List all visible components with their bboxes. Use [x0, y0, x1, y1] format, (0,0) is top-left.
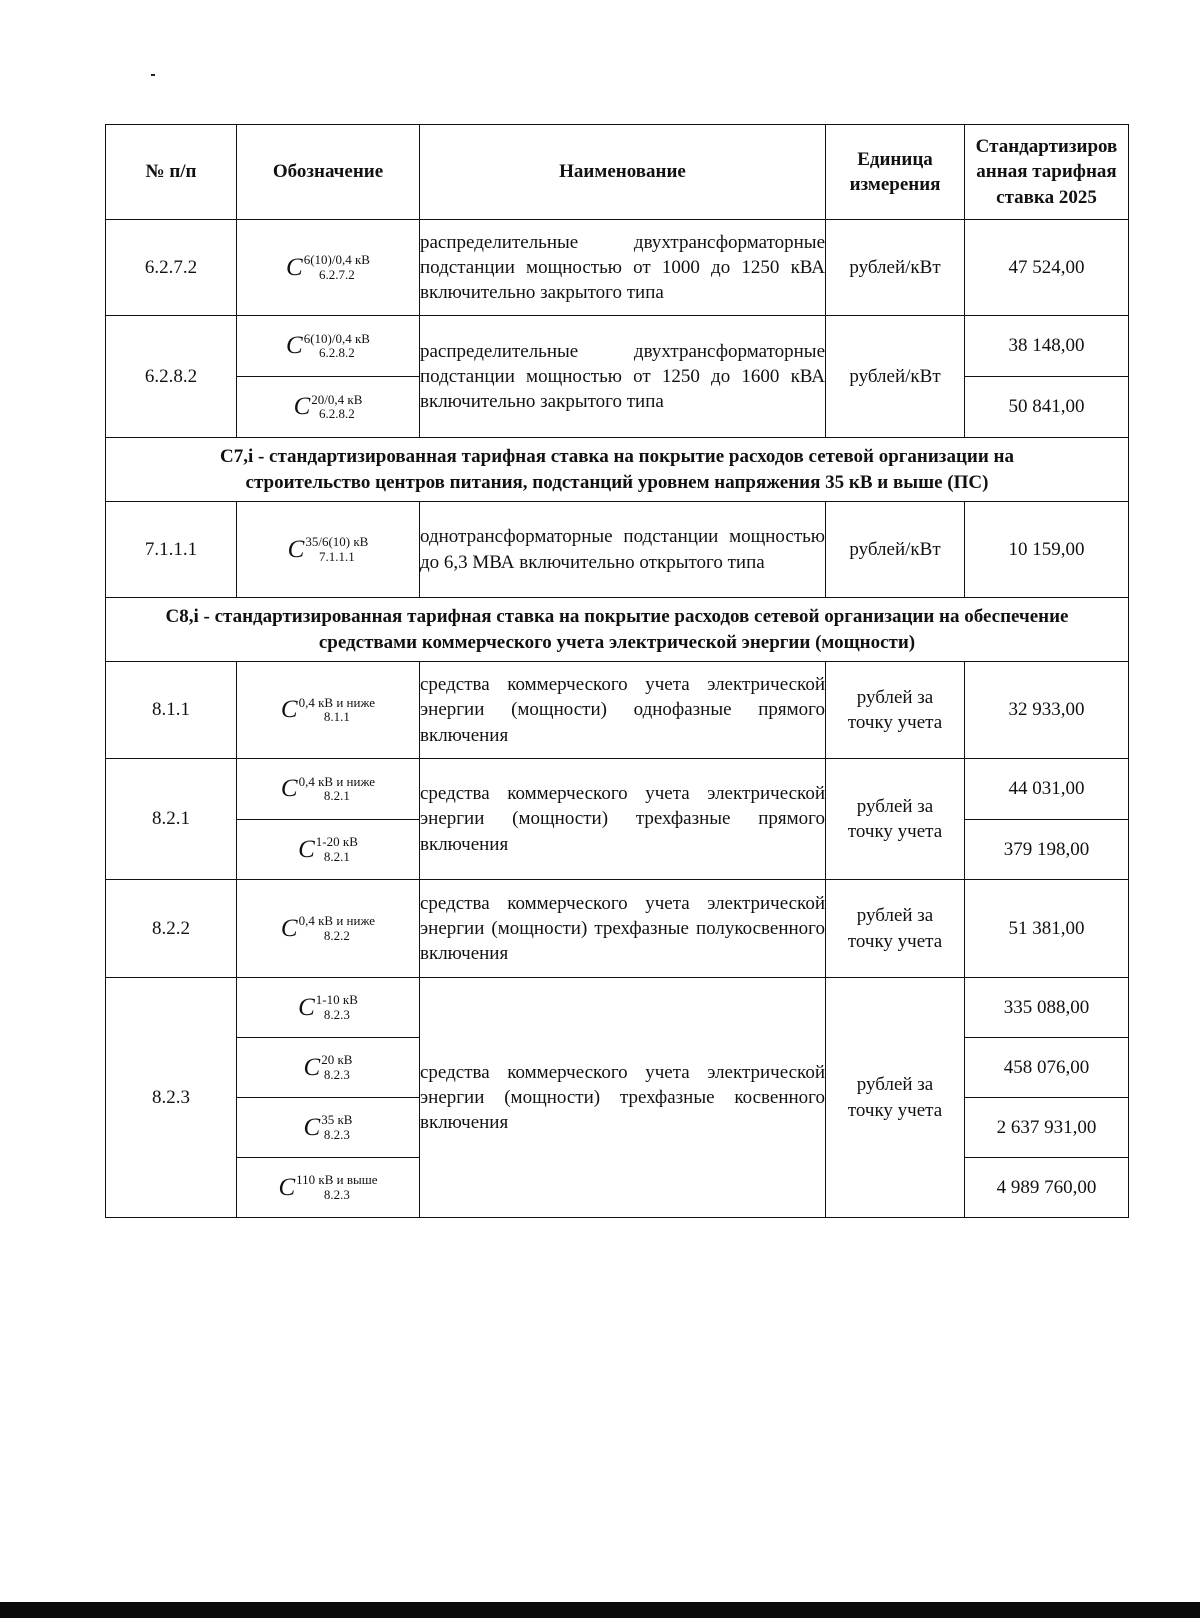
table-row [106, 502, 1129, 598]
designation-cell [237, 316, 420, 377]
tariff-symbol: C 1-20 кВ 8.2.1 [298, 834, 358, 864]
header-rate [965, 125, 1129, 220]
tariff-symbol: C 0,4 кВ и ниже 8.2.1 [280, 773, 376, 804]
name-cell: распределительные двухтрансформаторные подстанции мощностью от 1250 до 1600 кВА включительно закрытого типа [420, 316, 826, 438]
row-number: 8.2.2 [106, 880, 237, 978]
header-rate-line3: ставка 2025 [996, 186, 1097, 208]
rate-cell: 38 148,00 [965, 316, 1129, 377]
table-row [106, 220, 1129, 316]
rate-cell: 10 159,00 [965, 502, 1129, 598]
row-number: 7.1.1.1 [106, 502, 237, 598]
name-cell: средства коммерческого учета электрической энергии (мощности) трехфазные полукосвенного включения [420, 880, 826, 978]
tariff-symbol: C 6(10)/0,4 кВ 6.2.8.2 [286, 330, 370, 361]
rate-cell: 2 637 931,00 [965, 1098, 1129, 1158]
tariff-symbol: C 0,4 кВ и ниже 8.1.1 [280, 694, 376, 725]
section-title [106, 438, 1129, 502]
rate-cell: 458 076,00 [965, 1038, 1129, 1098]
section-header-row [106, 598, 1129, 662]
unit-line2: точку учета [847, 712, 943, 733]
tariff-symbol: C 0,4 кВ и ниже 8.2.2 [280, 913, 376, 943]
designation-cell [237, 1098, 420, 1158]
name-cell: средства коммерческого учета электрической энергии (мощности) однофазные прямого включения [420, 662, 826, 759]
row-number: 6.2.8.2 [106, 316, 237, 438]
rate-cell: 4 989 760,00 [965, 1158, 1129, 1218]
header-unit-line1: Единица [857, 148, 933, 170]
unit-line2: точку учета [847, 821, 943, 842]
unit-cell [826, 662, 965, 759]
table-row [106, 759, 1129, 820]
designation-cell [237, 880, 420, 978]
header-rate-line1: Стандартизиров [975, 136, 1118, 158]
designation-cell [237, 1038, 420, 1098]
designation-cell [237, 1158, 420, 1218]
rate-cell: 51 381,00 [965, 880, 1129, 978]
row-number: 8.1.1 [106, 662, 237, 759]
rate-cell: 50 841,00 [965, 377, 1129, 438]
designation-cell [237, 820, 420, 880]
designation-cell [237, 377, 420, 438]
header-designation: Обозначение [237, 125, 420, 220]
table-row [106, 978, 1129, 1038]
table-row [106, 316, 1129, 377]
name-cell: однотрансформаторные подстанции мощностью до 6,3 МВА включительно открытого типа [420, 502, 826, 598]
designation-cell [237, 978, 420, 1038]
unit-line1: рублей за [856, 795, 934, 817]
tariff-symbol: C 110 кВ и выше 8.2.3 [278, 1172, 378, 1202]
rate-cell: 335 088,00 [965, 978, 1129, 1038]
rate-cell: 44 031,00 [965, 759, 1129, 820]
designation-cell [237, 662, 420, 759]
unit-cell: рублей/кВт [826, 502, 965, 598]
unit-line2: точку учета [847, 1099, 943, 1121]
unit-cell: рублей/кВт [826, 316, 965, 438]
tariff-symbol: C 1-10 кВ 8.2.3 [298, 992, 358, 1022]
section-title-line2: средствами коммерческого учета электрической энергии (мощности) [318, 631, 916, 653]
unit-cell [826, 880, 965, 978]
unit-line2: точку учета [847, 930, 943, 952]
row-number: 8.2.3 [106, 978, 237, 1218]
header-row [106, 125, 1129, 220]
unit-cell [826, 759, 965, 880]
header-rate-line2: анная тарифная [976, 161, 1117, 183]
unit-cell [826, 978, 965, 1218]
table-row [106, 662, 1129, 759]
scan-edge-bar [0, 1602, 1200, 1618]
tariff-symbol: C 20 кВ 8.2.3 [303, 1052, 353, 1082]
rate-cell: 32 933,00 [965, 662, 1129, 759]
section-title-line1: C7,i - стандартизированная тарифная ставка на покрытие расходов сетевой организации на [219, 446, 1014, 468]
row-number: 8.2.1 [106, 759, 237, 880]
tariff-symbol: C 35/6(10) кВ 7.1.1.1 [287, 534, 369, 564]
tariff-table [105, 124, 1129, 1218]
header-name: Наименование [420, 125, 826, 220]
unit-cell: рублей/кВт [826, 220, 965, 316]
name-cell: распределительные двухтрансформаторные подстанции мощностью от 1000 до 1250 кВА включительно закрытого типа [420, 220, 826, 316]
rate-cell: 47 524,00 [965, 220, 1129, 316]
header-unit [826, 125, 965, 220]
rate-cell: 379 198,00 [965, 820, 1129, 880]
section-title-line2: строительство центров питания, подстанций уровнем напряжения 35 кВ и выше (ПС) [245, 471, 989, 493]
name-cell: средства коммерческого учета электрической энергии (мощности) трехфазные косвенного включения [420, 978, 826, 1218]
row-number: 6.2.7.2 [106, 220, 237, 316]
tariff-symbol: C 35 кВ 8.2.3 [303, 1112, 353, 1142]
unit-line1: рублей за [856, 1074, 934, 1096]
designation-cell [237, 759, 420, 820]
tariff-symbol: C 20/0,4 кВ 6.2.8.2 [293, 391, 363, 422]
unit-line1: рублей за [856, 905, 934, 927]
header-num: № п/п [106, 125, 237, 220]
section-title [106, 598, 1129, 662]
designation-cell [237, 220, 420, 316]
section-header-row [106, 438, 1129, 502]
designation-cell [237, 502, 420, 598]
table-row [106, 880, 1129, 978]
scan-speck [151, 74, 155, 76]
tariff-symbol: C 6(10)/0,4 кВ 6.2.7.2 [286, 252, 370, 282]
unit-line1: рублей за [856, 686, 934, 708]
name-cell: средства коммерческого учета электрической энергии (мощности) трехфазные прямого включения [420, 759, 826, 880]
header-unit-line2: измерения [849, 174, 941, 195]
section-title-line1: C8,i - стандартизированная тарифная ставка на покрытие расходов сетевой организации на обеспечение [165, 606, 1069, 628]
